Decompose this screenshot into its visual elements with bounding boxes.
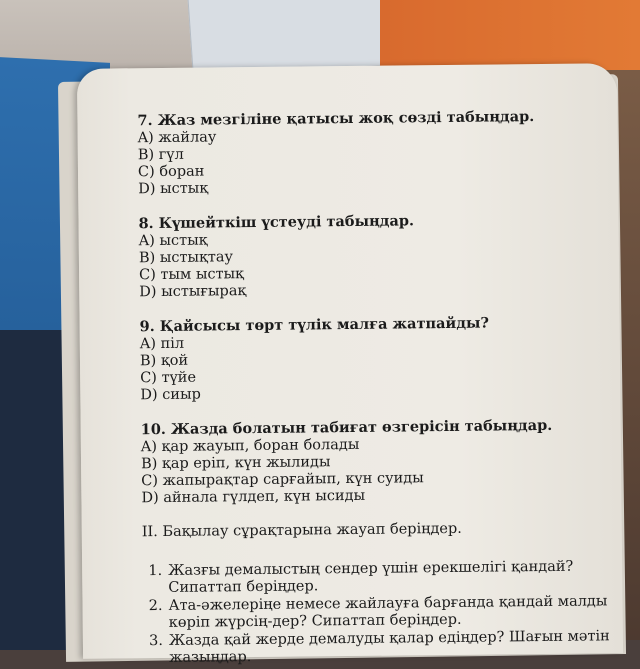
list-item: [142, 558, 617, 597]
option-c: C) жапырақтар сарғайып, күн суиды: [141, 470, 424, 490]
task-text: Ата-әжелеріңе немесе жайлауға барғанда қандай малды көріп жүрсің-дер? Сипаттап беріңдер.: [168, 593, 608, 631]
question-title: 7. Жаз мезгіліне қатысы жоқ сөзді табыңдар.: [137, 108, 535, 130]
task-text: Жазда қай жерде демалуды қалар едіңдер? Шағын мәтін жазыңдар.: [168, 628, 610, 666]
option-d: D) ыстық: [138, 180, 209, 198]
task-list: [142, 558, 618, 667]
option-c: C) тым ыстық: [139, 266, 244, 284]
option-b: B) гүл: [137, 146, 184, 164]
option-c: C) боран: [137, 163, 205, 181]
option-d: D) ыстығырақ: [139, 283, 247, 301]
page-content: [137, 107, 618, 668]
question-9: [140, 313, 616, 404]
option-a: A) жайлау: [137, 129, 217, 147]
question-title: 8. Күшейткіш үстеуді табыңдар.: [138, 212, 415, 233]
question-title: 9. Қайсысы төрт түлік малға жатпайды?: [139, 314, 490, 336]
question-7: [137, 107, 613, 198]
option-d: D) айнала гүлдеп, күн ысиды: [141, 487, 366, 507]
option-b: B) ыстықтау: [138, 249, 234, 267]
task-number: 3.: [148, 632, 164, 650]
list-item: [143, 628, 618, 667]
question-8: [138, 210, 614, 301]
question-title: 10. Жазда болатын табиғат өзгерісін табыңдар.: [140, 416, 553, 439]
question-10: [141, 416, 617, 507]
option-c: C) түйе: [140, 369, 197, 387]
section-heading: II. Бақылау сұрақтарына жауап беріңдер.: [141, 520, 462, 541]
option-a: A) ыстық: [138, 232, 208, 250]
task-number: 1.: [148, 562, 163, 580]
option-a: A) піл: [139, 335, 185, 353]
option-b: B) қой: [139, 352, 189, 370]
option-a: A) қар жауып, боран болады: [140, 436, 360, 456]
task-text: Жазғы демалыстың сендер үшін ерекшелігі қандай? Сипаттап беріңдер.: [168, 558, 574, 596]
book-page: [77, 63, 623, 666]
option-d: D) сиыр: [140, 386, 201, 404]
option-b: B) қар еріп, күн жылиды: [140, 454, 331, 473]
list-item: [142, 593, 617, 632]
task-number: 2.: [148, 597, 163, 615]
